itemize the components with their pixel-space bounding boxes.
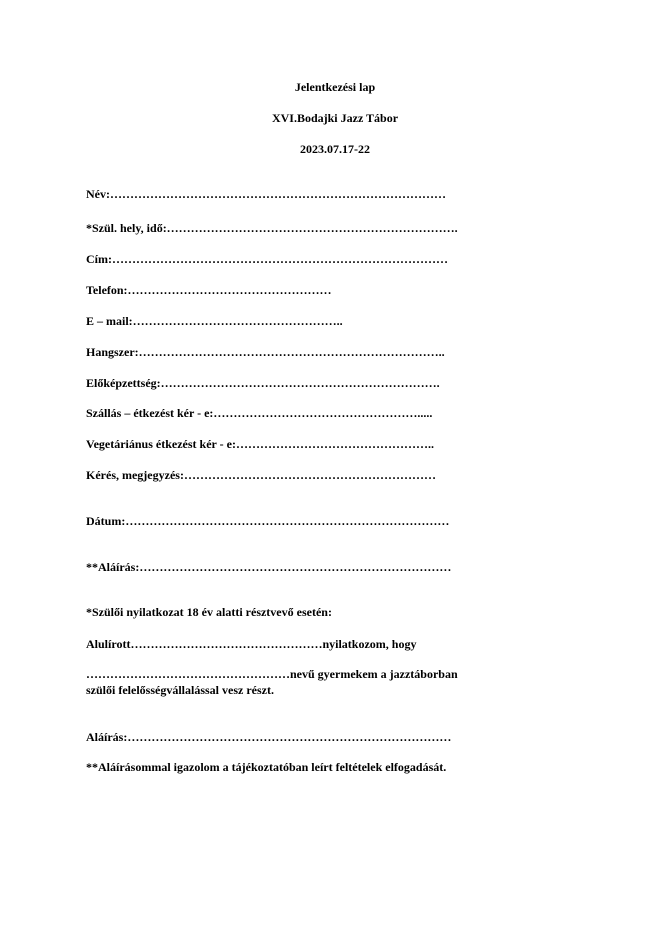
event-date: 2023.07.17-22 [300, 142, 370, 156]
date-field: Dátum:……………………………………………………………………… [86, 514, 450, 528]
signature-field: **Aláírás:…………………………………………………………………… [86, 560, 452, 574]
address-field: Cím:………………………………………………………………………… [86, 252, 448, 266]
parent-signature-field: Aláírás:……………………………………………………………………… [86, 730, 452, 744]
event-name: XVI.Bodajki Jazz Tábor [271, 111, 399, 125]
email-field: E – mail:…………………………………………….. [86, 314, 343, 328]
parental-declaration-heading: *Szülői nyilatkozat 18 év alatti résztvevő esetén: [86, 605, 332, 619]
child-name-field: ……………………………………………nevű gyermekem a jazztáborban [86, 667, 458, 681]
vegetarian-field: Vegetáriánus étkezést kér - e:………………………………………….. [86, 437, 434, 451]
name-field: Név:………………………………………………………………………… [86, 187, 446, 201]
undersigned-field: Alulírott…………………………………………nyilatkozom, hogy [86, 637, 417, 651]
phone-field: Telefon:…………………………………………… [86, 283, 332, 297]
accommodation-field: Szállás – étkezést kér - e:……………………………………………..... [86, 406, 433, 420]
instrument-field: Hangszer:………………………………………………………………….. [86, 345, 445, 359]
form-title: Jelentkezési lap [294, 80, 376, 94]
birth-place-date-field: *Szül. hely, idő:………………………………………………………………. [86, 221, 458, 235]
parental-responsibility-text: szülői felelősségvállalással vesz részt. [86, 683, 274, 697]
requests-field: Kérés, megjegyzés:……………………………………………………… [86, 468, 436, 482]
prior-training-field: Előképzettség:……………………………………………………………. [86, 376, 440, 390]
terms-acceptance-footnote: **Aláírásommal igazolom a tájékoztatóban leírt feltételek elfogadását. [86, 760, 447, 774]
